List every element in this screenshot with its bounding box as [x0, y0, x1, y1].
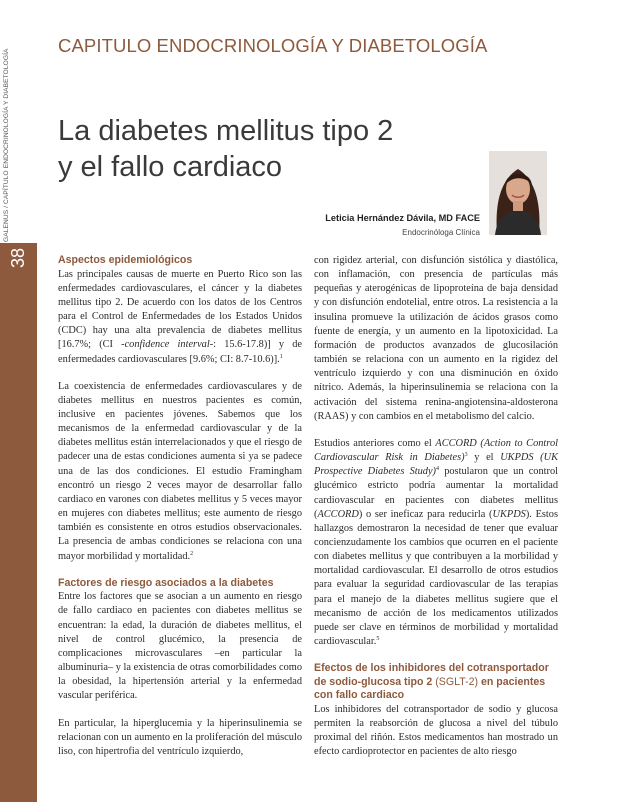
reference-marker: 5 — [376, 636, 380, 643]
heading-run-normal: (SGLT-2) — [435, 675, 479, 688]
text-run: -: 15.6-17.8)] y de enfermedades cardiovasculares [9.6%; CI: 8.7-10.6)]. — [58, 339, 302, 365]
text-run: Estudios anteriores como el — [314, 437, 436, 449]
text-run: y el — [467, 452, 501, 464]
author-name: Leticia Hernández Dávila, MD FACE — [325, 213, 480, 223]
text-run: La coexistencia de enfermedades cardiovasculares y de diabetes mellitus en nuestros pacientes es común, inclusive en pacientes jóvenes. Sabemos que los mecanismos de la enfermedad cardiovascular y de la diabetes mellitus están interrelacionados y que el riesgo de padecer una de estas condiciones aumenta si ya se padece una de las dos condiciones. El estudio Framingham encontró un riesgo 2 veces mayor de desarrollar fallo cardiaco en varones con diabetes mellitus y 5 veces mayor en mujeres con diabetes mellitus; este aumento de riesgo también es consistente en otros estudios observacionales. La presencia de ambas condiciones se relaciona con una mayor morbilidad y mortalidad. — [58, 380, 302, 562]
paragraph: con rigidez arterial, con disfunción sistólica y diastólica, con inflamación, con presencia de partículas más pequeñas y aterogénicas de lipoproteína de baja densidad y con disfunción endotelial, entre otros. La resistencia a la insulina promueve la utilización de ácidos grasos como fuente de energía, y un aumento en la lipotoxicidad. La formación de productos avanzados de glucosilación también se relaciona con un aumento en la rigidez del ventrículo izquierdo y con una disminución en óxido nítrico. Además, la hiperinsulinemia se relaciona con la activación del sistema renina-angiotensina-aldosterona (RAAS) y con cambios en el metabolismo del calcio. — [314, 255, 558, 422]
section-heading-epidemiology: Aspectos epidemiológicos — [58, 254, 193, 266]
text-run: ). Estos hallazgos demostraron la necesidad de tener que evaluar concienzudamente los cambios que ocurren en el paciente con diabetes mellitus y que contribuyen a la morbilidad y mortalidad cardiovascular. El desarrollo de otros estudios para evaluar la seguridad cardiovascular de las terapias para el manejo de la diabetes mellitus sugiere que el mecanismo de acción de los medicamentos utilizados puede ser clave en términos de morbilidad y mortalidad cardiovascular. — [314, 508, 558, 648]
author-photo — [489, 151, 547, 235]
side-label-text: GALENUS / CAPÍTULO ENDOCRINOLOGÍA Y DIABETOLOGÍA — [3, 48, 10, 242]
heading-run: Efectos de los inhibidores del cotransportador de sodio-glucosa tipo 2 — [314, 662, 549, 688]
running-side-label — [3, 42, 17, 242]
heading-run: en pacientes con fallo cardiaco — [314, 675, 546, 702]
text-run-italic: confidence interval — [124, 339, 210, 351]
portrait-photo-icon — [489, 151, 547, 235]
author-affiliation: Endocrinóloga Clínica — [402, 228, 480, 237]
section-heading-sglt2 — [314, 662, 558, 703]
text-run: Las principales causas de muerte en Puerto Rico son las enfermedades cardiovasculares, el cáncer y la diabetes mellitus tipo 2. De acuerdo con los datos de los Centros para el Control de Enfermedades de los Estados Unidos (CDC) hay una alta prevalencia de diabetes mellitus [16.7%; (CI - — [58, 268, 302, 351]
reference-marker: 2 — [190, 550, 194, 557]
text-run: postularon que un control glucémico estricto podría aumentar la mortalidad cardiovascular en pacientes con diabetes mellitus ( — [314, 466, 559, 520]
text-run-italic: ACCORD (Action to Control Cardiovascular Risk in Diabetes) — [314, 437, 558, 464]
paragraph: Entre los factores que se asocian a un aumento en riesgo de fallo cardiaco en pacientes con diabetes mellitus se encuentran: la edad, la duración de diabetes mellitus, el nivel de control glucémico, la presencia de complicaciones microvasculares –en particular la albuminuria– y la existencia de otras comorbilidades como la obesidad, la hipertensión arterial y la enfermedad vascular periférica. — [58, 591, 302, 702]
paragraph — [314, 437, 558, 649]
paragraph: En particular, la hiperglucemia y la hiperinsulinemia se relacionan con un aumento en la proliferación del músculo liso, con hipertrofia del ventrículo izquierdo, — [58, 717, 302, 757]
reference-marker: 3 — [464, 452, 468, 459]
section-heading-risk-factors: Factores de riesgo asociados a la diabetes — [58, 576, 274, 589]
text-run-italic: UKPDS — [492, 508, 526, 520]
text-run: ) o ser ineficaz para reducirla ( — [358, 508, 493, 520]
reference-marker: 4 — [436, 466, 440, 473]
article-title — [58, 113, 458, 185]
page-tab — [0, 243, 37, 802]
chapter-header: CAPITULO ENDOCRINOLOGÍA Y DIABETOLOGÍA — [58, 35, 488, 56]
title-line-2: y el fallo cardiaco — [58, 151, 283, 183]
paragraph — [58, 380, 302, 564]
title-line-1: La diabetes mellitus tipo 2 — [58, 115, 394, 147]
text-run-italic: ACCORD — [317, 508, 359, 520]
column-left — [58, 254, 302, 772]
page-number: 38 — [8, 247, 28, 269]
text-run-italic: UKPDS (UK Prospective Diabetes Study) — [314, 452, 558, 478]
paragraph — [58, 268, 302, 367]
paragraph: Los inhibidores del cotransportador de sodio y glucosa permiten la reabsorción de glucosa a nivel del túbulo proximal del riñón. Estos medicamentos han mostrado un efecto cardioprotector en pacientes de alto riesgo — [314, 704, 558, 758]
reference-marker: 1 — [279, 353, 283, 360]
column-right — [314, 254, 558, 773]
